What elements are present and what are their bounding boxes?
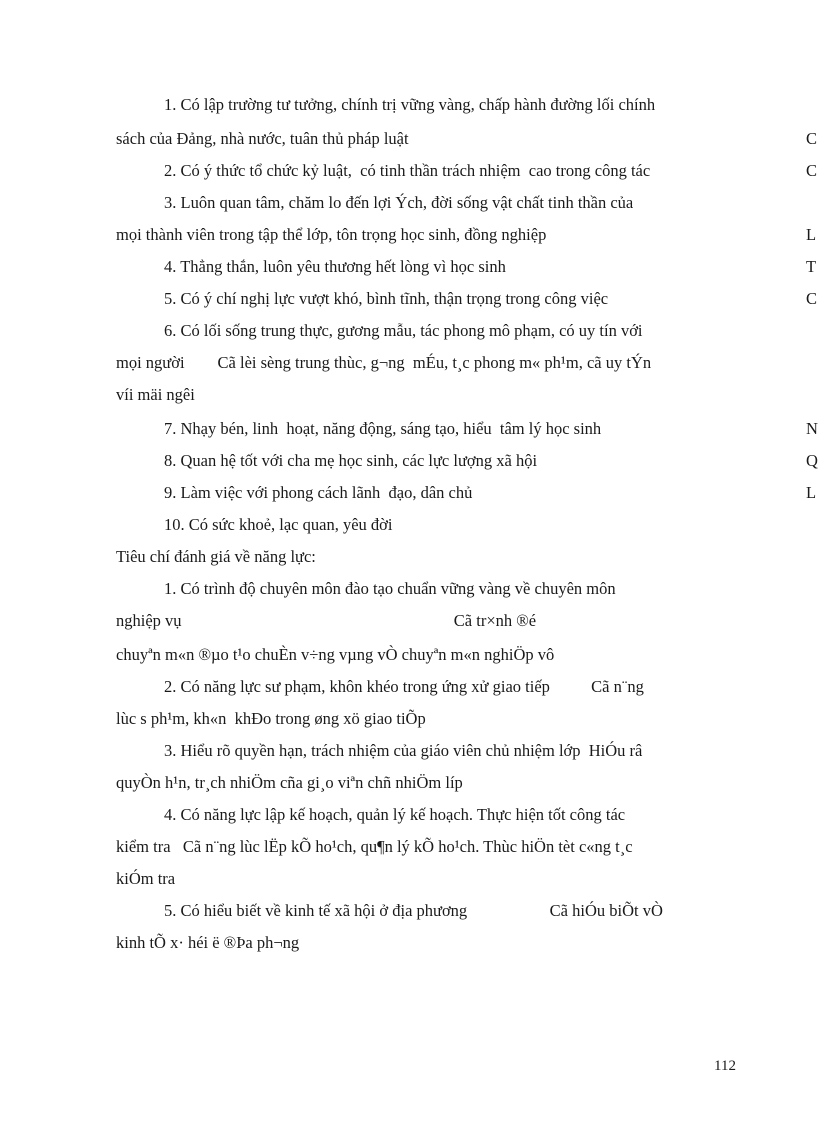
cut-off-column: C [806, 289, 818, 308]
cut-off-column: T [806, 257, 817, 276]
text-line: 3. Luôn quan tâm, chăm lo đến lợi Ých, đời sống vật chất tinh thần của [164, 193, 634, 212]
text-line: 9. Làm việc với phong cách lãnh đạo, dân chủ [164, 483, 473, 502]
text-line: nghiệp vụ Cã tr×nh ®é [116, 611, 537, 630]
text-line: 5. Có ý chí nghị lực vượt khó, bình tĩnh, thận trọng trong công việc [164, 289, 609, 308]
text-line: mọi thành viên trong tập thể lớp, tôn trọng học sinh, đồng nghiệp [116, 225, 547, 244]
text-line: 7. Nhạy bén, linh hoạt, năng động, sáng tạo, hiểu tâm lý học sinh [164, 419, 602, 438]
text-line: chuyªn m«n ®µo t¹o chuÈn v÷ng vµng vÒ chuyªn m«n nghiÖp vô [116, 645, 555, 664]
text-line: 1. Có trình độ chuyên môn đào tạo chuẩn vững vàng về chuyên môn [164, 579, 616, 598]
text-line: kiểm tra Cã n¨ng lùc lËp kÕ ho¹ch, qu¶n lý kÕ ho¹ch. Thùc hiÖn tèt c«ng t¸c [116, 837, 633, 856]
text-line: kinh tÕ x· héi ë ®Þa ph¬ng [116, 933, 300, 952]
text-line: 2. Có ý thức tổ chức kỷ luật, có tinh thần trách nhiệm cao trong công tác [164, 161, 651, 180]
cut-off-column: L [806, 483, 817, 502]
text-line: 5. Có hiểu biết về kinh tế xã hội ở địa phương Cã hiÓu biÕt vÒ [164, 901, 663, 920]
cut-off-column: C [806, 161, 818, 180]
text-line: 1. Có lập trường tư tưởng, chính trị vững vàng, chấp hành đường lối chính [164, 95, 656, 114]
text-line: lùc s ph¹m, kh«n khÐo trong øng xö giao tiÕp [116, 709, 426, 728]
text-line: 4. Thẳng thắn, luôn yêu thương hết lòng vì học sinh [164, 257, 506, 276]
text-line: kiÓm tra [116, 869, 176, 888]
text-line: víi mäi ngêi [116, 385, 195, 404]
text-line: 6. Có lối sống trung thực, gương mẫu, tác phong mô phạm, có uy tín với [164, 321, 643, 340]
text-line: 10. Có sức khoẻ, lạc quan, yêu đời [164, 515, 393, 534]
cut-off-column: Q [806, 451, 818, 470]
text-line: sách của Đảng, nhà nước, tuân thủ pháp luật [116, 129, 409, 148]
text-line: mọi người Cã lèi sèng trung thùc, g¬ng mÉu, t¸c phong m« ph¹m, cã uy tÝn [116, 353, 652, 372]
cut-off-column: N [806, 419, 818, 438]
section-heading: Tiêu chí đánh giá về năng lực: [116, 547, 316, 566]
text-line: 3. Hiểu rõ quyền hạn, trách nhiệm của giáo viên chủ nhiệm lớp HiÓu râ [164, 741, 643, 760]
text-line: quyÒn h¹n, tr¸ch nhiÖm cña gi¸o viªn chñ nhiÖm líp [116, 773, 463, 792]
text-line: 4. Có năng lực lập kế hoạch, quản lý kế hoạch. Thực hiện tốt công tác [164, 805, 626, 824]
cut-off-column: L [806, 225, 817, 244]
cut-off-column: C [806, 129, 818, 148]
text-line: 2. Có năng lực sư phạm, khôn khéo trong ứng xử giao tiếp Cã n¨ng [164, 677, 644, 696]
text-line: 8. Quan hệ tốt với cha mẹ học sinh, các lực lượng xã hội [164, 451, 538, 470]
page-number: 112 [714, 1058, 736, 1074]
